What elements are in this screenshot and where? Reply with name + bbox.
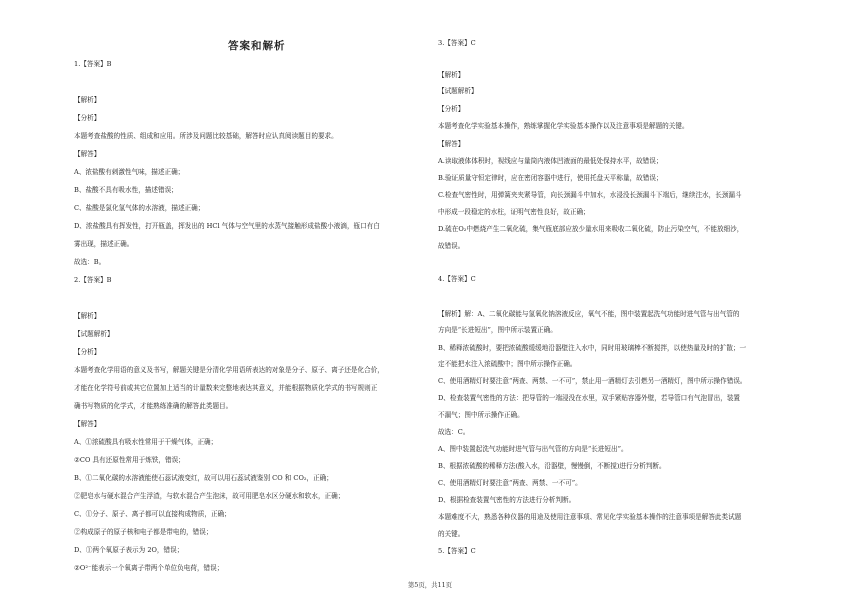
text-line: 1.【答案】B: [74, 60, 112, 68]
text-line: 本题考查化学用语的意义及书写，解题关键是分清化学用语所表达的对象是分子、原子、离子还是化合价，: [74, 366, 384, 374]
text-line: C、盐酸是氯化氢气体的水溶液，描述正确；: [74, 204, 205, 212]
text-line: 本题考查盐酸的性质、组成和应用。所涉及问题比较基础，解答时应认真阅读题目的要求。: [74, 132, 338, 140]
text-line: D、根据检查装置气密性的方法进行分析判断。: [438, 496, 576, 504]
text-line: B、根据浓硫酸的稀释方法(酸入水，沿器壁，慢慢倒，不断搅)进行分析判断。: [438, 462, 666, 470]
text-line: C、使用酒精灯时要注意“两查、两禁、一不可”，禁止用一酒精灯去引燃另一酒精灯，图中所示操作错误。: [438, 377, 747, 385]
text-line: 5.【答案】C: [438, 547, 476, 555]
text-line: D、浓盐酸具有挥发性，打开瓶盖，挥发出的 HCl 气体与空气里的水蒸气接触形成盐酸小液滴，瓶口有白: [74, 222, 380, 230]
text-line: B、稀释浓硫酸时，要把浓硫酸缓缓地沿器壁注入水中，同时用玻璃棒不断搅拌，以使热量及时的扩散；一: [438, 344, 747, 352]
text-line: 【解答】: [74, 150, 101, 158]
text-line: C、使用酒精灯时要注意“两查、两禁、一不可”。: [438, 479, 582, 487]
text-line: ②肥皂水与硬水混合产生浮渣，与软水混合产生泡沫，故可用肥皂水区分硬水和软水，正确；: [74, 492, 345, 500]
text-line: 中形成一段稳定的水柱，证明气密性良好，故正确；: [438, 208, 590, 216]
text-line: A、图中装置起洗气功能时进气管与出气管的方向是“长进短出”。: [438, 445, 628, 453]
text-line: 【解析】解：A、二氧化碳能与氢氧化钠溶液反应，氧气不能，图中装置起洗气功能时进气管与出气管的: [438, 310, 740, 318]
text-line: 【试题解析】: [438, 87, 478, 95]
text-line: 定不能把水注入浓硫酸中；图中所示操作正确。: [438, 360, 577, 368]
document-title: 答案和解析: [228, 40, 286, 52]
text-line: ②O²⁻能表示一个氧离子带两个单位负电荷，错误；: [74, 564, 224, 572]
text-line: 【解析】: [74, 96, 101, 104]
text-line: B、盐酸不具有吸水性，描述错误；: [74, 186, 178, 194]
text-line: 确书写物质的化学式，才能熟练准确的解答此类题目。: [74, 402, 233, 410]
text-line: 故选：B。: [74, 258, 106, 266]
text-line: D.硫在O₂中燃烧产生二氧化硫，集气瓶底部应放少量水用来吸收二氧化硫，防止污染空气，不能放细沙，: [438, 225, 744, 233]
text-line: 4.【答案】C: [438, 275, 476, 283]
text-line: 【解答】: [438, 140, 465, 148]
text-line: A、①浓硫酸具有吸水性常用于干燥气体，正确；: [74, 438, 218, 446]
text-line: B、①二氧化碳的水溶液能使石蕊试液变红，故可以用石蕊试液鉴别 CO 和 CO₂，正确；: [74, 474, 333, 482]
text-line: 【试题解析】: [74, 330, 114, 338]
text-line: 方向是“长进短出”，图中所示装置正确。: [438, 326, 557, 334]
text-line: 本题难度不大，熟悉各种仪器的用途及使用注意事项、常见化学实验基本操作的注意事项是解答此类试题: [438, 513, 742, 521]
text-line: 故选：C。: [438, 428, 470, 436]
text-line: A、浓盐酸有刺激性气味，描述正确；: [74, 168, 185, 176]
text-line: 【分析】: [74, 114, 101, 122]
text-line: 2.【答案】B: [74, 276, 112, 284]
text-line: 【解析】: [74, 312, 101, 320]
text-line: D、①两个氧原子表示为 2O，错误；: [74, 546, 184, 554]
text-line: 不漏气；图中所示操作正确。: [438, 411, 524, 419]
text-line: C、①分子、原子、离子都可以直接构成物质，正确；: [74, 510, 231, 518]
text-line: A.读取液体体积时，视线应与量筒内液体凹液面的最低处保持水平，故错误；: [438, 157, 663, 165]
text-line: 【分析】: [74, 348, 101, 356]
text-line: 雾出现，描述正确。: [74, 240, 134, 248]
text-line: 才能在化学符号前或其它位置加上适当的计量数来完整地表达其意义，并能根据物质化学式的书写规则正: [74, 384, 378, 392]
text-line: 【解答】: [74, 420, 101, 428]
text-line: 【解析】: [438, 71, 465, 79]
text-line: ②CO 具有还原性常用于炼铁，错误；: [74, 456, 185, 464]
text-line: 的关键。: [438, 530, 465, 538]
text-line: B.验证质量守恒定律时，应在密闭容器中进行，使用托盘天平称量，故错误；: [438, 174, 663, 182]
page-footer: 第5页，共11页: [407, 581, 453, 589]
text-line: 本题考查化学实验基本操作，熟练掌握化学实验基本操作以及注意事项是解题的关键。: [438, 122, 689, 130]
text-line: D、检查装置气密性的方法：把导管的一端浸没在水里，双手紧贴容器外壁，若导管口有气泡冒出，装置: [438, 394, 741, 402]
text-line: ②构成原子的原子核和电子都是带电的，错误；: [74, 528, 213, 536]
text-line: 3.【答案】C: [438, 39, 476, 47]
text-line: 故错误。: [438, 242, 465, 250]
text-line: 【分析】: [438, 105, 465, 113]
text-line: C.检查气密性时，用弹簧夹夹紧导管，向长颈漏斗中加水，水浸没长颈漏斗下端后，继续注水，长颈漏斗: [438, 191, 742, 199]
